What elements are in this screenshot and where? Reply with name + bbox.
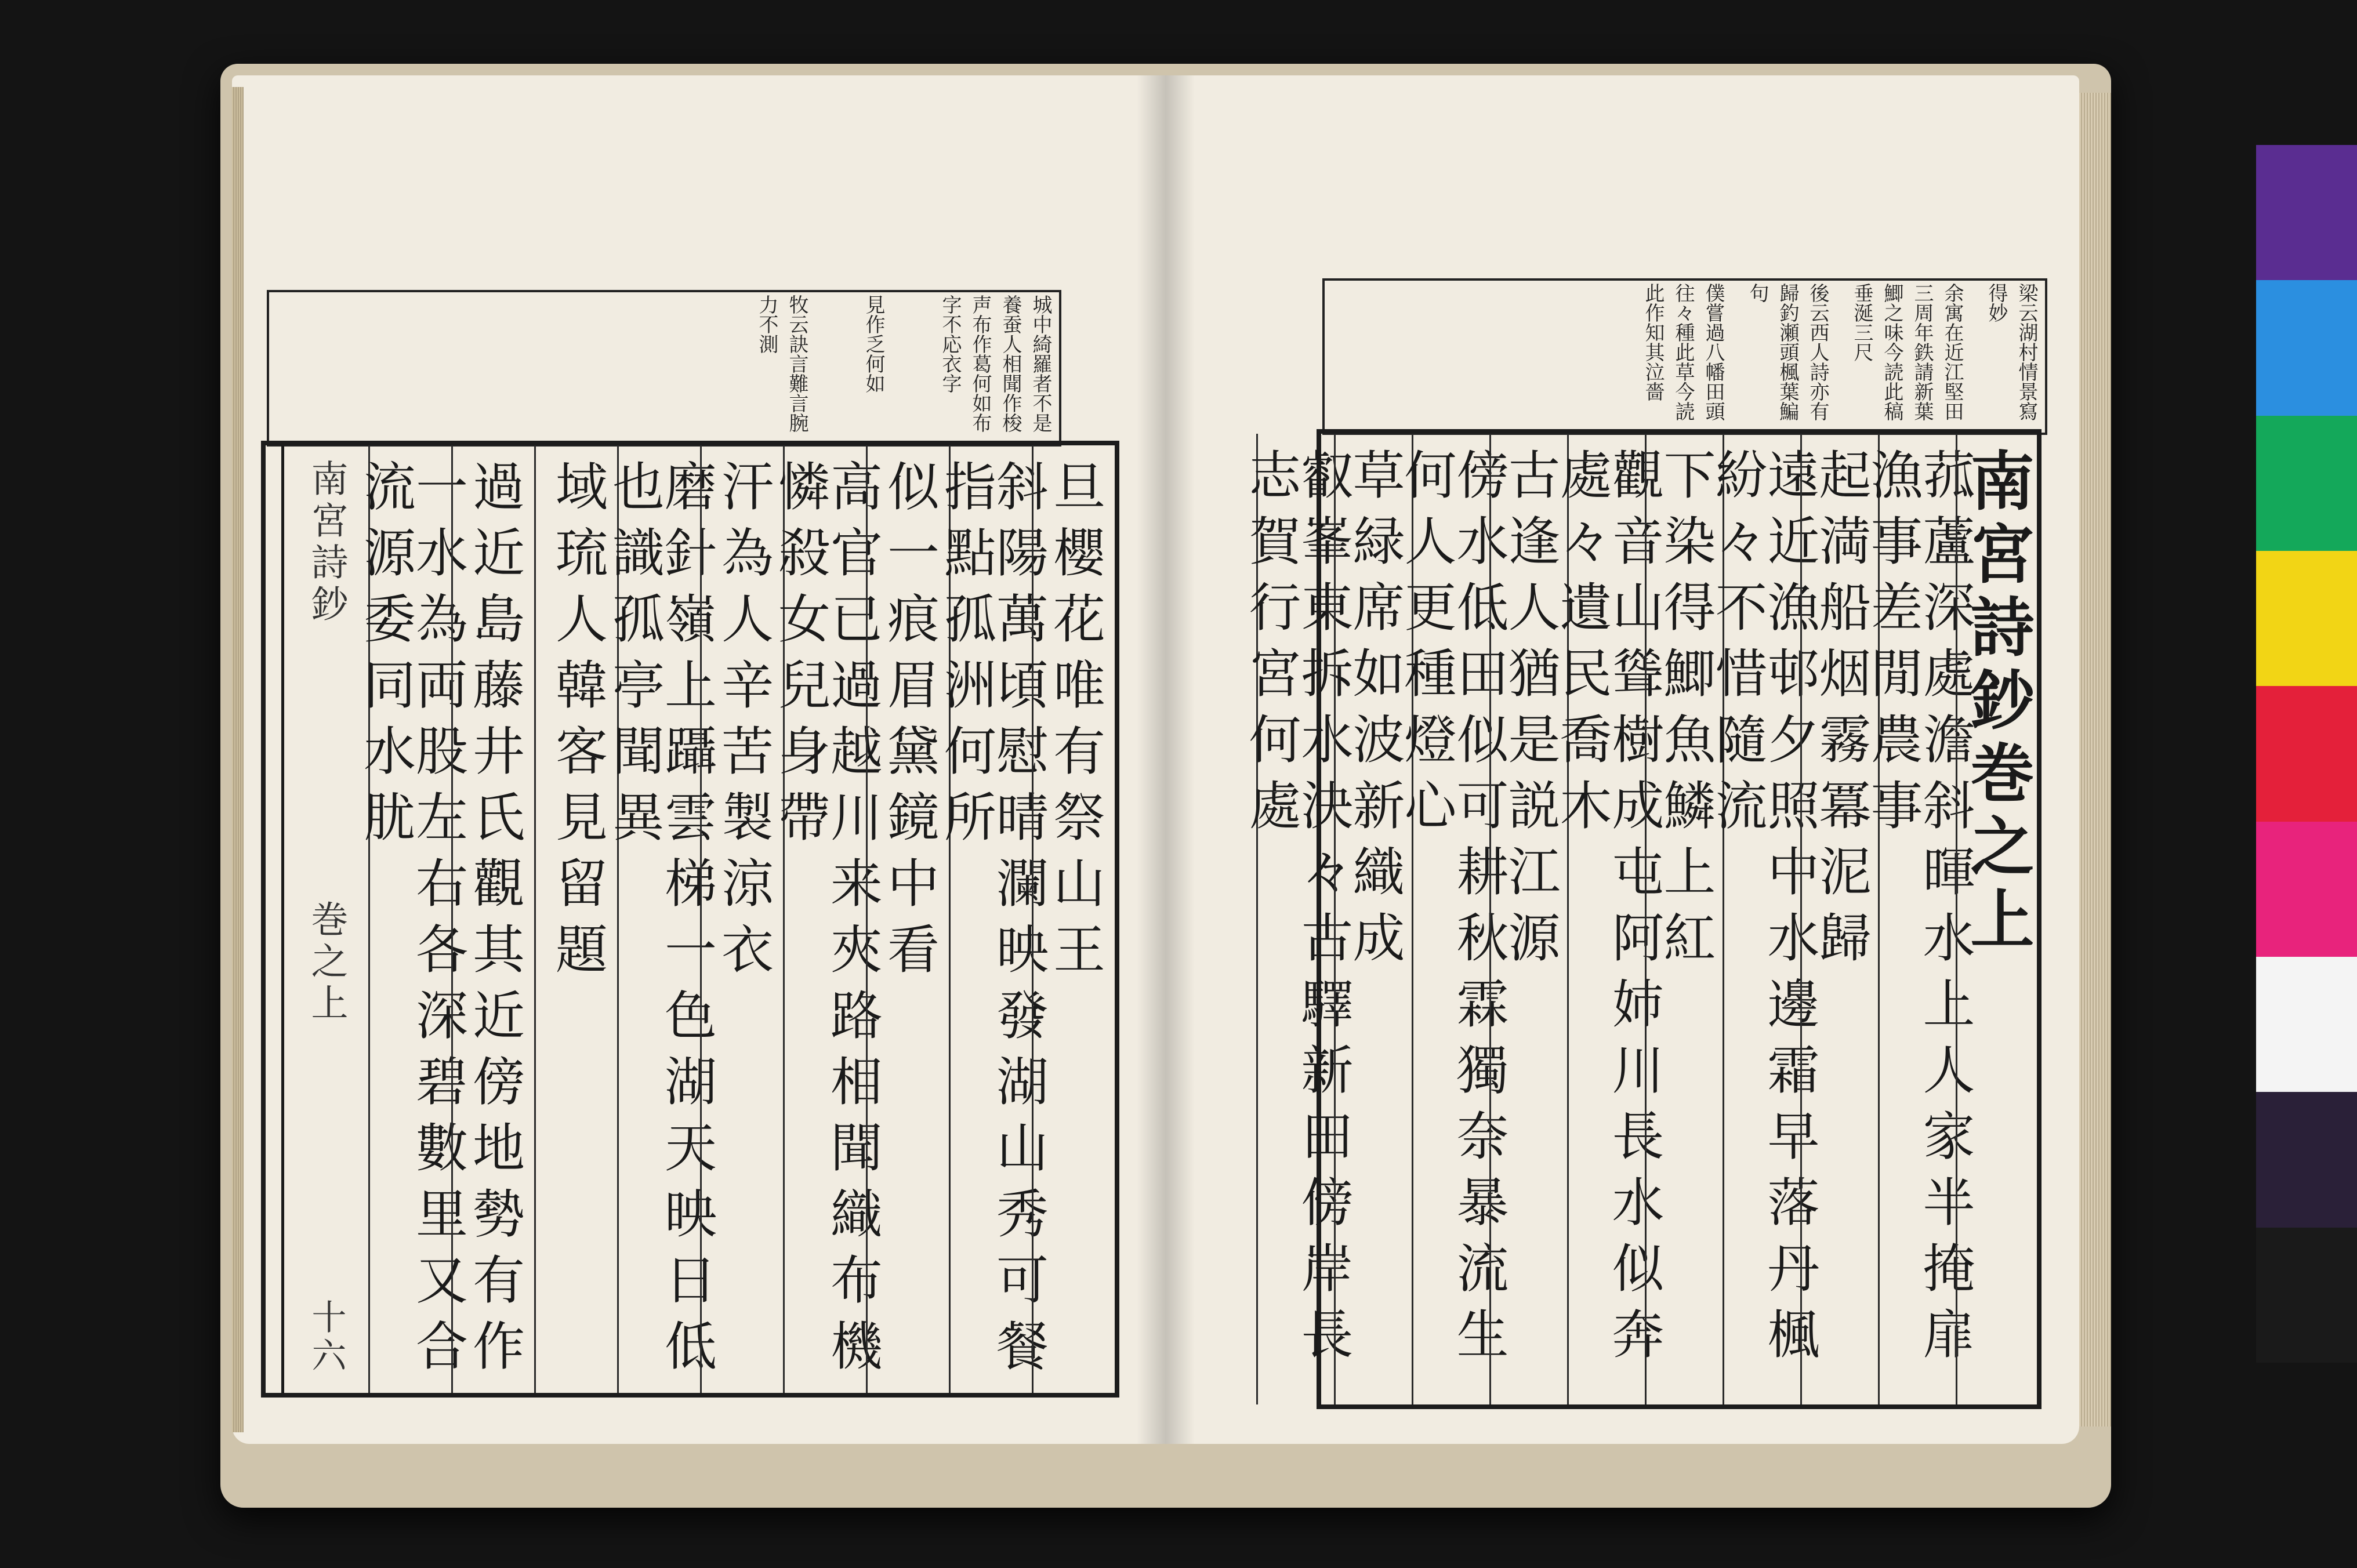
headnote: 梁云湖村情景寫得妙	[1985, 283, 2038, 421]
text-column: 草緑席如波新織成	[1334, 434, 1412, 1404]
text-column: 叡峯東拆水決々古驛新田傍岸長志賀行宮何處	[1256, 434, 1334, 1404]
page-number: 十六	[306, 1299, 347, 1375]
text-column: 菰蘆深處澹斜暉水上人家半掩扉漁事差閒農事	[1878, 434, 1956, 1404]
text-column: 遠近漁邨夕照中水邊霜早落丹楓紛々不惜隨流	[1723, 434, 1800, 1404]
color-swatch	[2256, 822, 2357, 957]
text-column: 似一痕眉黛鏡中看	[866, 445, 949, 1393]
text-column: 觀音山聳樹成屯阿姉川長水似奔處々遺民喬木	[1567, 434, 1645, 1404]
text-column: 下染得鯽魚鱗上紅	[1645, 434, 1723, 1404]
margin-title: 南宮詩鈔	[304, 459, 348, 626]
text-column: 一水為両股左右各深碧數里又合流源委同水肬	[368, 445, 451, 1393]
color-swatch	[2256, 145, 2357, 280]
text-column: 汗為人辛苦製涼衣	[700, 445, 783, 1393]
color-swatch	[2256, 551, 2357, 686]
book-title: 南宮詩鈔巻之上	[1956, 434, 2037, 1404]
margin-volume: 巻之上	[304, 900, 348, 1025]
left-text-frame	[261, 441, 1119, 1398]
headnote: 牧云訣言難言腕力不測	[755, 295, 808, 433]
left-page-edges	[232, 87, 244, 1432]
text-column: 高官已過越川来夾路相聞織布機憐殺女兒身帶	[783, 445, 866, 1393]
color-swatch	[2256, 280, 2357, 415]
right-text-frame	[1239, 429, 2041, 1409]
color-swatch	[2256, 1228, 2357, 1363]
left-headnotes	[267, 290, 1061, 447]
headnote: 僕嘗過八幡田頭往々種此草今読此作知其泣嗇	[1641, 283, 1725, 421]
headnote: 余寓在近江堅田三周年鉄請新葉鯽之味今読此稿垂涎三尺	[1850, 283, 1964, 421]
headnote: 見作乏何如	[862, 295, 885, 393]
text-column: 起満船烟霧冪泥歸	[1800, 434, 1878, 1404]
text-column: 過近島藤井氏觀其近傍地勢有作	[451, 445, 534, 1393]
headnote: 後云西人詩亦有歸釣瀬頭楓葉鯿句	[1746, 283, 1829, 421]
right-page-edges	[2079, 93, 2111, 1427]
text-column: 旦櫻花唯有祭山王	[1032, 445, 1115, 1393]
color-swatch	[2256, 957, 2357, 1092]
text-column: 古逢人猶是説江源	[1489, 434, 1567, 1404]
color-swatch	[2256, 686, 2357, 821]
right-headnotes	[1322, 278, 2047, 435]
color-swatch	[2256, 416, 2357, 551]
book-gutter	[1137, 75, 1195, 1444]
color-swatch	[2256, 1092, 2357, 1227]
text-column: 磨針嶺上躡雲梯一色湖天映日低也識孤亭聞異	[617, 445, 700, 1393]
color-calibration-strip	[2256, 145, 2357, 1363]
text-column: 域琉人韓客見留題	[534, 445, 617, 1393]
text-column: 斜陽萬頃慰晴瀾映發湖山秀可餐指點孤洲何所	[949, 445, 1032, 1393]
headnote: 城中綺羅者不是養蚕人相聞作梭声布作葛何如布字不応衣字	[938, 295, 1052, 433]
text-column: 傍水低田似可耕秋霖獨奈暴流生何人更種燈心	[1412, 434, 1489, 1404]
